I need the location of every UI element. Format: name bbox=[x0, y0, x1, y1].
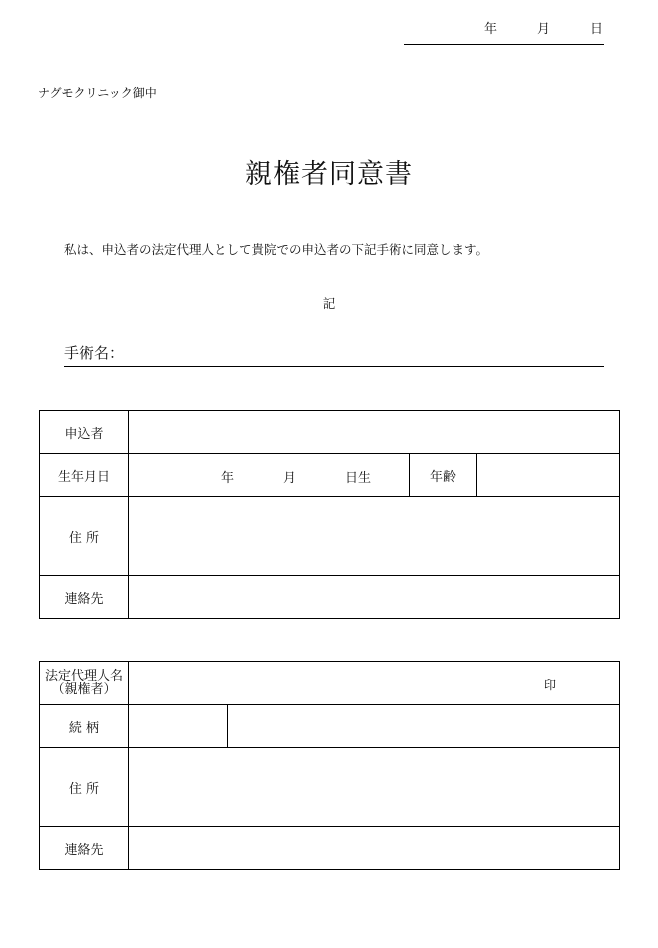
applicant-address-label: 住 所 bbox=[40, 497, 129, 576]
document-title: 親権者同意書 bbox=[245, 159, 413, 190]
ki-heading: 記 bbox=[322, 296, 336, 311]
guardian-name-label-line1: 法定代理人名 bbox=[44, 669, 123, 684]
consent-statement: 私は、申込者の法定代理人として貴院での申込者の下記手術に同意します。 bbox=[64, 242, 489, 257]
applicant-row bbox=[40, 411, 620, 454]
date-year-label: 年 bbox=[484, 22, 498, 37]
guardian-name-field[interactable] bbox=[129, 662, 620, 705]
guardian-address-field[interactable] bbox=[129, 748, 620, 827]
applicant-address-row bbox=[40, 497, 620, 576]
guardian-table bbox=[39, 661, 620, 870]
applicant-name-field[interactable] bbox=[129, 411, 620, 454]
applicant-address-field[interactable] bbox=[129, 497, 620, 576]
surgery-name-field[interactable] bbox=[64, 342, 604, 367]
age-field[interactable] bbox=[477, 454, 620, 497]
applicant-contact-field[interactable] bbox=[129, 576, 620, 619]
birthdate-field[interactable] bbox=[129, 454, 410, 497]
guardian-contact-field[interactable] bbox=[129, 827, 620, 870]
applicant-label: 申込者 bbox=[40, 411, 129, 454]
surgery-name-label: 手術名： bbox=[64, 344, 125, 362]
relation-extra-field[interactable] bbox=[228, 705, 620, 748]
birthdate-row bbox=[40, 454, 620, 497]
birthdate-label: 生年月日 bbox=[40, 454, 129, 497]
addressee: ナグモクリニック御中 bbox=[38, 86, 157, 100]
date-month-label: 月 bbox=[537, 22, 551, 37]
guardian-name-label bbox=[40, 662, 129, 705]
guardian-name-row bbox=[40, 662, 620, 705]
guardian-address-label: 住 所 bbox=[40, 748, 129, 827]
age-label: 年齢 bbox=[410, 454, 477, 497]
birth-year-label: 年 bbox=[221, 471, 235, 486]
guardian-address-row bbox=[40, 748, 620, 827]
applicant-table bbox=[39, 410, 620, 619]
applicant-contact-row bbox=[40, 576, 620, 619]
birth-month-label: 月 bbox=[283, 471, 297, 486]
guardian-contact-row bbox=[40, 827, 620, 870]
date-line[interactable] bbox=[404, 18, 604, 45]
applicant-contact-label: 連絡先 bbox=[40, 576, 129, 619]
guardian-contact-label: 連絡先 bbox=[40, 827, 129, 870]
relation-label: 続 柄 bbox=[40, 705, 129, 748]
relation-field[interactable] bbox=[129, 705, 228, 748]
seal-label: 印 bbox=[544, 678, 557, 692]
guardian-name-label-line2: （親権者） bbox=[51, 682, 117, 697]
birth-day-label: 日生 bbox=[345, 471, 372, 486]
date-day-label: 日 bbox=[590, 22, 604, 37]
relation-row bbox=[40, 705, 620, 748]
